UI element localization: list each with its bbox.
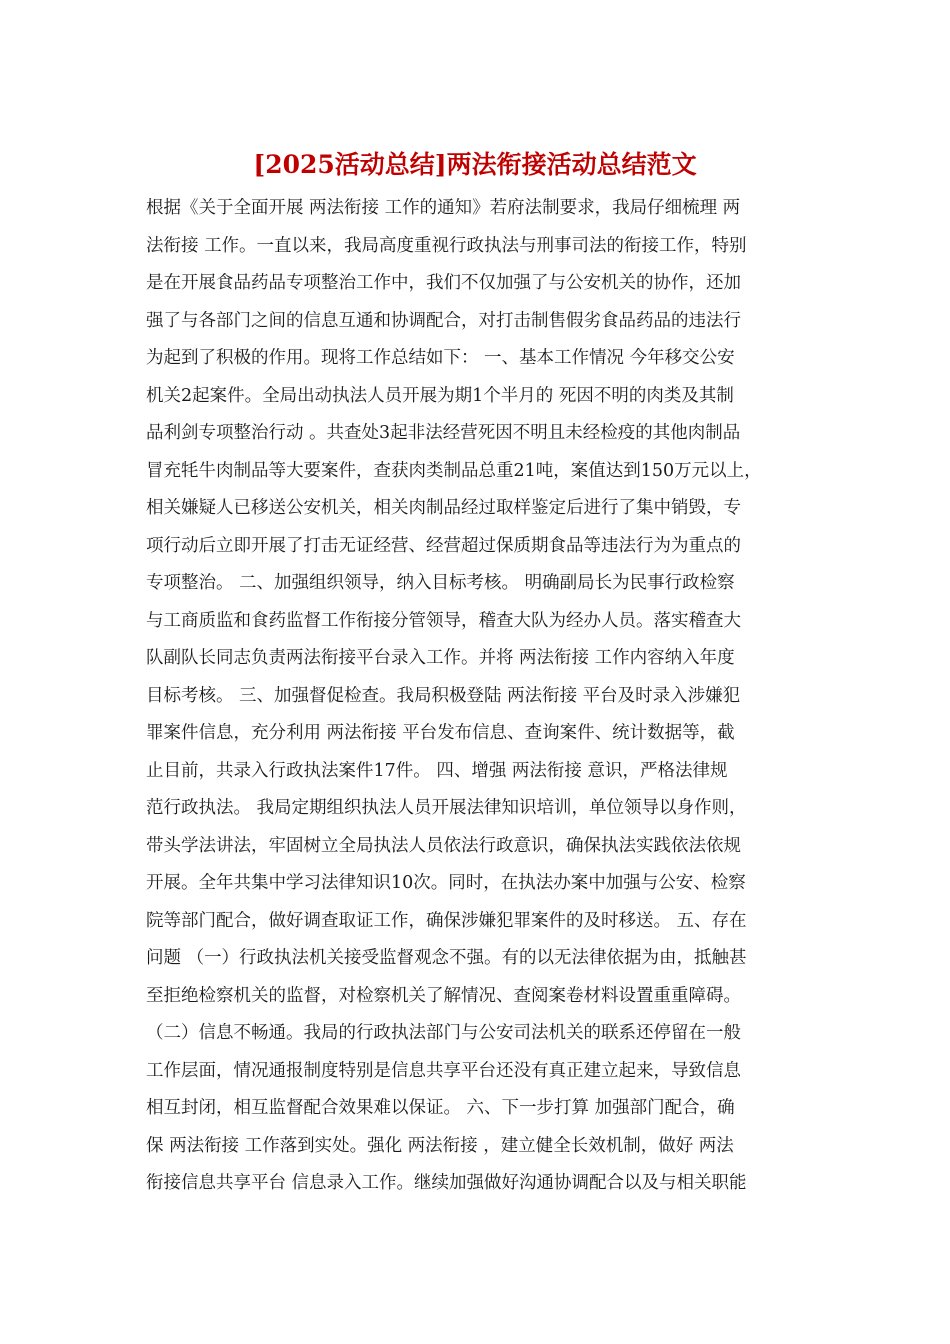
body-line: 衔接信息共享平台 信息录入工作。继续加强做好沟通协调配合以及与相关职能: [146, 1173, 747, 1193]
body-line: 为起到了积极的作用。现将工作总结如下： 一、基本工作情况 今年移交公安: [146, 348, 735, 368]
body-line: 至拒绝检察机关的监督，对检察机关了解情况、查阅案卷材料设置重重障碍。: [146, 985, 741, 1006]
body-line: 队副队长同志负责两法衔接平台录入工作。并将 两法衔接 工作内容纳入年度: [146, 648, 735, 668]
body-line: 目标考核。 三、加强督促检查。我局积极登陆 两法衔接 平台及时录入涉嫌犯: [146, 685, 741, 706]
body-line: 带头学法讲法，牢固树立全局执法人员依法行政意识，确保执法实践依法依规: [146, 835, 741, 856]
body-line: 院等部门配合，做好调查取证工作，确保涉嫌犯罪案件的及时移送。 五、存在: [146, 910, 747, 931]
body-line: 罪案件信息，充分利用 两法衔接 平台发布信息、查询案件、统计数据等，截: [146, 723, 735, 743]
body-line: 冒充牦牛肉制品等大要案件，查获肉类制品总重21吨，案值达到150万元以上，: [146, 460, 762, 481]
body-line: （二）信息不畅通。我局的行政执法部门与公安司法机关的联系还停留在一般: [146, 1023, 741, 1043]
body-line: 工作层面，情况通报制度特别是信息共享平台还没有真正建立起来，导致信息: [146, 1060, 741, 1081]
body-line: 相互封闭，相互监督配合效果难以保证。 六、下一步打算 加强部门配合，确: [146, 1098, 735, 1118]
body-line: 专项整治。 二、加强组织领导，纳入目标考核。 明确副局长为民事行政检察: [146, 573, 735, 593]
document-body: [146, 190, 806, 1203]
body-line: 保 两法衔接 工作落到实处。强化 两法衔接 ，建立健全长效机制，做好 两法: [146, 1135, 734, 1156]
body-line: 品利剑专项整治行动 。共查处3起非法经营死因不明且未经检疫的其他肉制品: [146, 423, 741, 443]
body-line: 开展。全年共集中学习法律知识10次。同时，在执法办案中加强与公安、检察: [146, 873, 746, 893]
body-line: 法衔接 工作。一直以来，我局高度重视行政执法与刑事司法的衔接工作，特别: [146, 235, 747, 256]
body-line: 与工商质监和食药监督工作衔接分管领导，稽查大队为经办人员。落实稽查大: [146, 610, 741, 631]
body-line: 止目前，共录入行政执法案件17件。 四、增强 两法衔接 意识，严格法律规: [146, 760, 728, 781]
body-line: 机关2起案件。全局出动执法人员开展为期1个半月的 死因不明的肉类及其制: [146, 385, 734, 406]
body-line: 是在开展食品药品专项整治工作中，我们不仅加强了与公安机关的协作，还加: [146, 273, 741, 293]
body-line: 根据《关于全面开展 两法衔接 工作的通知》若府法制要求，我局仔细梳理 两: [146, 198, 741, 218]
body-line: 项行动后立即开展了打击无证经营、经营超过保质期食品等违法行为为重点的: [146, 535, 741, 556]
body-line: 问题 （一）行政执法机关接受监督观念不强。有的以无法律依据为由，抵触甚: [146, 948, 747, 968]
body-line: 相关嫌疑人已移送公安机关，相关肉制品经过取样鉴定后进行了集中销毁，专: [146, 498, 741, 518]
body-line: 强了与各部门之间的信息互通和协调配合，对打击制售假劣食品药品的违法行: [146, 310, 741, 331]
body-line: 范行政执法。 我局定期组织执法人员开展法律知识培训，单位领导以身作则，: [146, 798, 747, 818]
document-title: [2025活动总结]两法衔接活动总结范文: [253, 150, 697, 179]
